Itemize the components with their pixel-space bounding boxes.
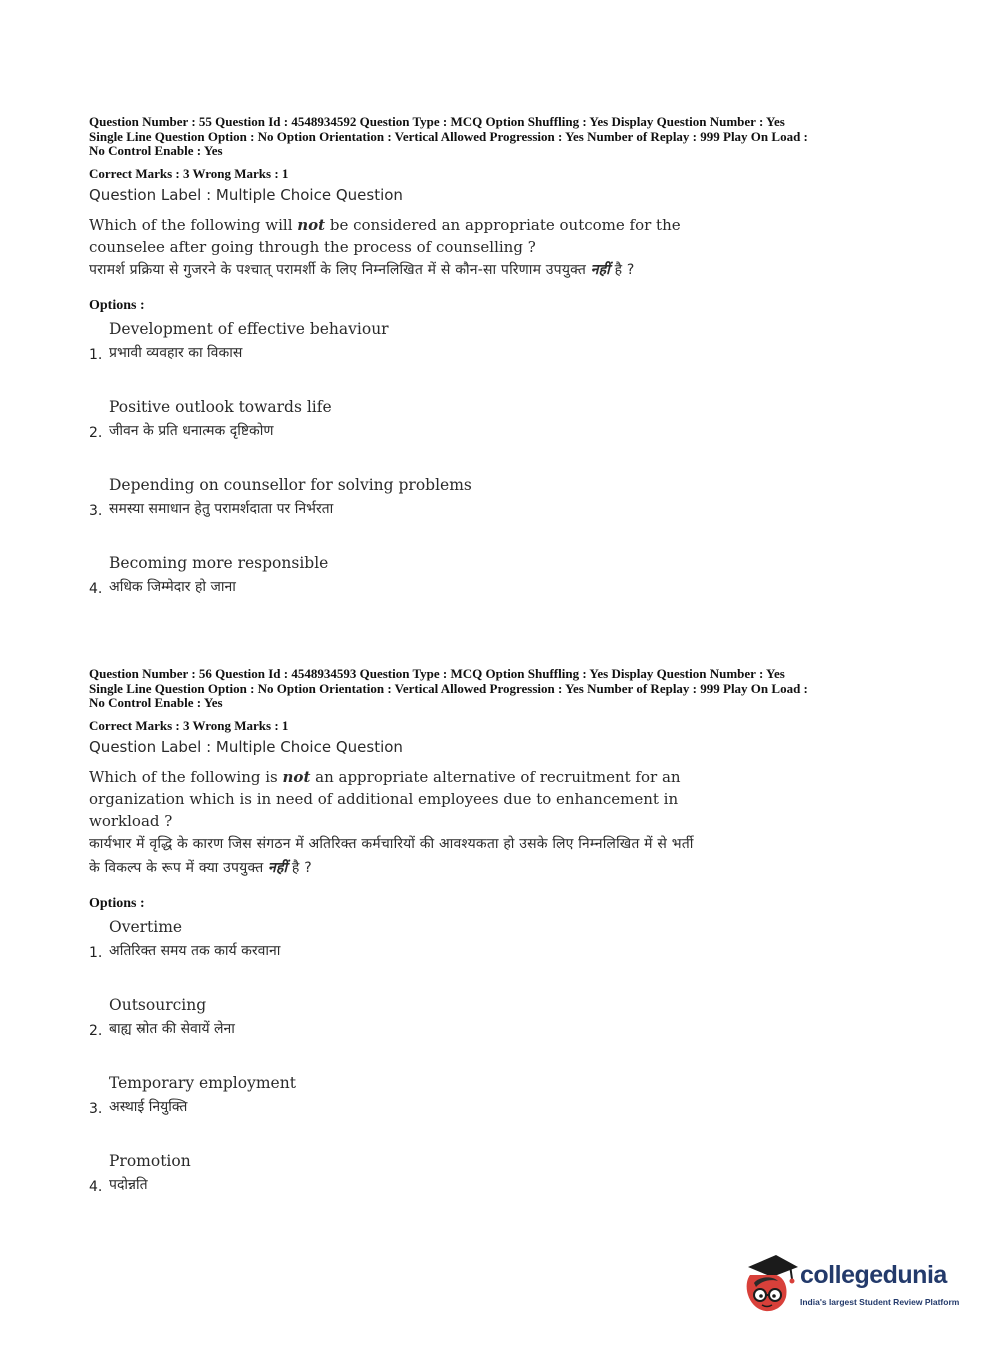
meta-line: Single Line Question Option : No Option Orientation : Vertical Allowed Progression : Yes Number of Replay : 999 Play On Load : (89, 128, 808, 144)
option-text-hindi: पदोन्नति (109, 1176, 148, 1193)
option-item[interactable] (89, 918, 919, 996)
options-list (89, 320, 919, 632)
brand-tagline: India's largest Student Review Platform (800, 1297, 960, 1307)
emphasis-nahin: नहीं (590, 261, 610, 278)
option-number: 1. (89, 944, 103, 961)
option-text-hindi: समस्या समाधान हेतु परामर्शदाता पर निर्भरता (109, 500, 334, 517)
option-text-hindi: अधिक जिम्मेदार हो जाना (109, 578, 236, 595)
meta-line: Single Line Question Option : No Option Orientation : Vertical Allowed Progression : Yes Number of Replay : 999 Play On Load : (89, 680, 808, 696)
meta-line: No Control Enable : Yes (89, 143, 223, 158)
question-block-55 (89, 115, 919, 632)
emphasis-not: not (297, 215, 326, 234)
question-block-56 (89, 667, 919, 1230)
options-list (89, 918, 919, 1230)
option-text-english: Overtime (109, 917, 183, 936)
meta-line: No Control Enable : Yes (89, 695, 223, 710)
option-item[interactable] (89, 320, 919, 398)
options-title: Options : (89, 297, 145, 313)
emphasis-not: not (282, 767, 311, 786)
option-item[interactable] (89, 398, 919, 476)
option-text-hindi: बाह्य स्रोत की सेवायें लेना (109, 1020, 235, 1037)
question-text (89, 766, 704, 880)
option-text-english: Becoming more responsible (109, 553, 329, 572)
question-meta (89, 115, 919, 159)
question-text-hindi: कार्यभार में वृद्धि के कारण जिस संगठन में अतिरिक्त कर्मचारियों की आवश्यकता हो उसके लिए निम्नलिखित में से भर्ती के विकल्प के रूप में क्या उपयुक्त नहीं है ? (89, 835, 694, 876)
marks-line: Correct Marks : 3 Wrong Marks : 1 (89, 165, 289, 181)
meta-line: Question Number : 56 Question Id : 4548934593 Question Type : MCQ Option Shuffling : Yes Display Question Number : Yes (89, 666, 785, 681)
option-number: 3. (89, 1100, 103, 1117)
option-number: 3. (89, 502, 103, 519)
option-text-english: Depending on counsellor for solving problems (109, 475, 472, 494)
option-text-hindi: अस्थाई नियुक्ति (109, 1098, 188, 1115)
option-item[interactable] (89, 1074, 919, 1152)
option-text-english: Outsourcing (109, 995, 207, 1014)
option-number: 4. (89, 580, 103, 597)
option-item[interactable] (89, 476, 919, 554)
question-label: Question Label : Multiple Choice Question (89, 185, 403, 204)
marks-line: Correct Marks : 3 Wrong Marks : 1 (89, 717, 289, 733)
mascot-graduate-icon (742, 1253, 798, 1317)
question-text (89, 214, 704, 282)
brand-name: collegedunia (800, 1261, 947, 1289)
option-text-hindi: जीवन के प्रति धनात्मक दृष्टिकोण (109, 422, 274, 439)
options-title: Options : (89, 895, 145, 911)
option-item[interactable] (89, 1152, 919, 1230)
option-item[interactable] (89, 554, 919, 632)
question-meta (89, 667, 919, 711)
option-text-english: Positive outlook towards life (109, 397, 332, 416)
emphasis-nahin: नहीं (268, 859, 288, 876)
question-text-hindi: परामर्श प्रक्रिया से गुजरने के पश्चात् परामर्शी के लिए निम्नलिखित में से कौन-सा परिणाम उपयुक्त नहीं है ? (89, 261, 635, 278)
option-number: 2. (89, 1022, 103, 1039)
option-text-english: Development of effective behaviour (109, 319, 389, 338)
option-text-hindi: अतिरिक्त समय तक कार्य करवाना (109, 942, 281, 959)
option-number: 4. (89, 1178, 103, 1195)
option-item[interactable] (89, 996, 919, 1074)
option-number: 1. (89, 346, 103, 363)
question-label: Question Label : Multiple Choice Question (89, 737, 403, 756)
option-text-hindi: प्रभावी व्यवहार का विकास (109, 344, 243, 361)
option-number: 2. (89, 424, 103, 441)
question-text-english: Which of the following is not an appropriate alternative of recruitment for an organization which is in need of additional employees due to enhancement in workload ? (89, 767, 681, 830)
collegedunia-logo[interactable] (742, 1253, 972, 1317)
question-text-english: Which of the following will not be considered an appropriate outcome for the counselee after going through the process of counselling ? (89, 215, 681, 256)
option-text-english: Promotion (109, 1151, 191, 1170)
meta-line: Question Number : 55 Question Id : 4548934592 Question Type : MCQ Option Shuffling : Yes Display Question Number : Yes (89, 114, 785, 129)
option-text-english: Temporary employment (109, 1073, 296, 1092)
